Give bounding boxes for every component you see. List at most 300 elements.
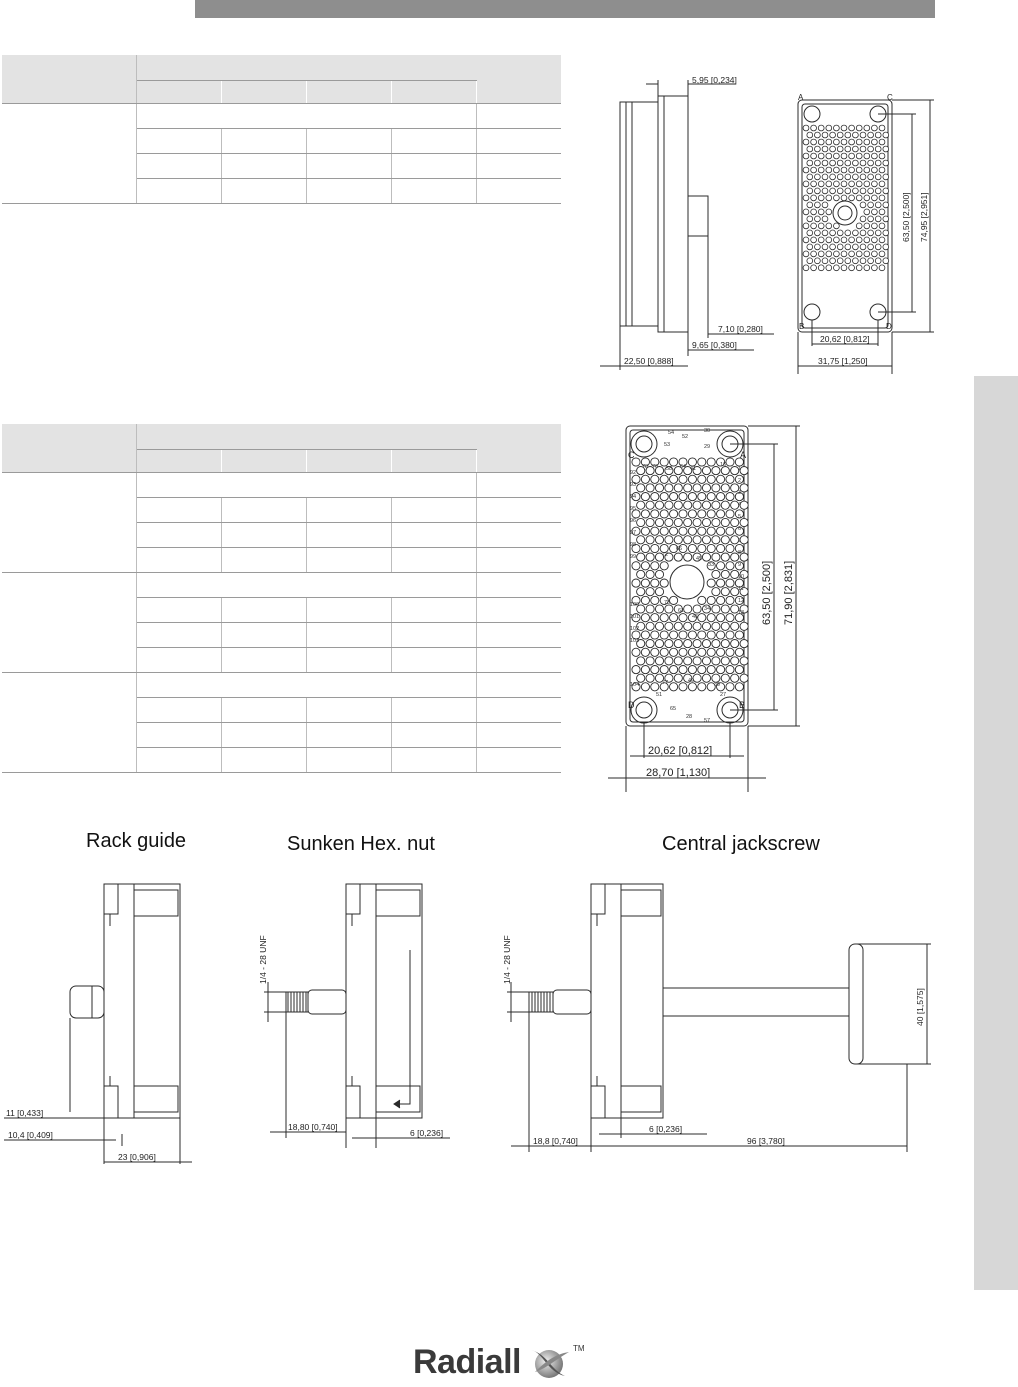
- contact-number-label: 13: [738, 610, 745, 616]
- dim-label: 9,65 [0,380]: [692, 340, 737, 350]
- contact-cavity: [665, 518, 673, 526]
- contact-cavity: [868, 202, 874, 208]
- contact-cavity: [660, 527, 668, 535]
- contact-number-label: 94: [630, 494, 637, 500]
- contact-cavity: [702, 674, 710, 682]
- contact-cavity: [660, 614, 668, 622]
- contact-number-label: 95: [630, 506, 637, 512]
- table-cell: [306, 698, 391, 723]
- contact-number-label: 103: [630, 638, 640, 644]
- contact-cavity: [721, 588, 729, 596]
- contact-number-label: 8: [738, 550, 742, 556]
- table-subheader-cell: [391, 450, 476, 473]
- contact-cavity: [702, 467, 710, 475]
- contact-cavity: [868, 146, 874, 152]
- contact-cavity: [712, 570, 720, 578]
- table-row-group-cell: [2, 573, 136, 673]
- contact-cavity: [834, 139, 840, 145]
- contact-cavity: [879, 265, 885, 271]
- contact-cavity: [670, 510, 678, 518]
- contact-cavity: [655, 622, 663, 630]
- contact-cavity: [693, 484, 701, 492]
- table-cell: [136, 573, 476, 598]
- contact-cavity: [702, 518, 710, 526]
- contact-number-label: 12: [738, 598, 745, 604]
- contact-number-label: 5: [738, 514, 742, 520]
- table-header-cell: [2, 55, 136, 104]
- contact-cavity: [665, 605, 673, 613]
- contact-cavity: [860, 132, 866, 138]
- contact-cavity: [726, 596, 734, 604]
- contact-number-label: 1: [738, 466, 742, 472]
- contact-cavity: [693, 640, 701, 648]
- contact-cavity: [707, 596, 715, 604]
- table-cell: [306, 723, 391, 748]
- spec-table-2: [2, 424, 561, 773]
- contact-cavity: [641, 527, 649, 535]
- table-cell: [476, 104, 561, 129]
- contact-number-label: 28: [686, 714, 693, 720]
- contact-cavity: [818, 139, 824, 145]
- contact-cavity: [822, 160, 828, 166]
- contact-cavity: [707, 648, 715, 656]
- contact-cavity: [815, 244, 821, 250]
- contact-cavity: [655, 518, 663, 526]
- contact-cavity: [670, 631, 678, 639]
- contact-cavity: [837, 160, 843, 166]
- contact-cavity: [740, 501, 748, 509]
- contact-cavity: [860, 244, 866, 250]
- contact-cavity: [637, 501, 645, 509]
- dim-label: 31,75 [1,250]: [818, 356, 868, 366]
- contact-cavity: [707, 458, 715, 466]
- corner-letter: C: [887, 93, 893, 102]
- contact-cavity: [712, 501, 720, 509]
- contact-cavity: [660, 475, 668, 483]
- contact-cavity: [856, 153, 862, 159]
- contact-cavity: [811, 153, 817, 159]
- dim-label: 71,90 [2,831]: [783, 560, 795, 625]
- contact-cavity: [641, 562, 649, 570]
- contact-cavity: [721, 518, 729, 526]
- contact-number-label: 93: [630, 482, 637, 488]
- contact-cavity: [740, 657, 748, 665]
- contact-number-label: 34: [704, 606, 711, 612]
- contact-cavity: [688, 510, 696, 518]
- contact-cavity: [670, 648, 678, 656]
- contact-cavity: [860, 202, 866, 208]
- contact-cavity: [712, 518, 720, 526]
- contact-cavity: [818, 167, 824, 173]
- contact-cavity: [845, 146, 851, 152]
- table-cell: [136, 723, 221, 748]
- contact-cavity: [872, 195, 878, 201]
- contact-cavity: [826, 223, 832, 229]
- contact-cavity: [864, 223, 870, 229]
- contact-cavity: [674, 536, 682, 544]
- table-cell: [391, 154, 476, 179]
- contact-cavity: [879, 209, 885, 215]
- connector-side-view-drawing: [596, 76, 786, 376]
- contact-number-label: 76: [652, 464, 659, 470]
- contact-number-label: 78: [642, 464, 649, 470]
- contact-cavity: [665, 622, 673, 630]
- contact-cavity: [660, 458, 668, 466]
- contact-number-label: 30: [704, 428, 711, 434]
- contact-cavity: [834, 195, 840, 201]
- contact-number-label: 3: [738, 490, 742, 496]
- table-cell: [476, 698, 561, 723]
- contact-cavity: [849, 181, 855, 187]
- table-row-group-cell: [2, 473, 136, 573]
- table-cell: [306, 548, 391, 573]
- table-cell: [306, 129, 391, 154]
- contact-cavity: [811, 209, 817, 215]
- table-cell: [391, 623, 476, 648]
- contact-number-label: 29: [704, 444, 711, 450]
- contact-cavity: [830, 146, 836, 152]
- contact-cavity: [707, 475, 715, 483]
- contact-cavity: [803, 251, 809, 257]
- trademark-mark: TM: [572, 1343, 585, 1353]
- contact-cavity: [837, 258, 843, 264]
- contact-cavity: [875, 174, 881, 180]
- contact-cavity: [740, 536, 748, 544]
- contact-cavity: [849, 237, 855, 243]
- table-cell: [221, 723, 306, 748]
- table-cell: [476, 179, 561, 204]
- thread-label: 1/4 - 28 UNF: [258, 935, 268, 984]
- contact-cavity: [872, 251, 878, 257]
- contact-cavity: [712, 605, 720, 613]
- table-row-group-cell: [2, 104, 136, 204]
- contact-cavity: [698, 493, 706, 501]
- contact-cavity: [807, 202, 813, 208]
- contact-cavity: [875, 230, 881, 236]
- contact-cavity: [815, 216, 821, 222]
- corner-letter: B: [799, 322, 805, 331]
- contact-cavity: [702, 657, 710, 665]
- table-cell: [136, 598, 221, 623]
- contact-cavity: [860, 216, 866, 222]
- dim-label: 28,70 [1,130]: [646, 767, 711, 779]
- contact-cavity: [837, 132, 843, 138]
- contact-cavity: [702, 484, 710, 492]
- thread-label: 1/4 - 28 UNF: [502, 935, 512, 984]
- contact-cavity: [670, 527, 678, 535]
- contact-cavity: [670, 458, 678, 466]
- contact-cavity: [853, 160, 859, 166]
- dim-label: 96 [3,780]: [747, 1136, 785, 1146]
- contact-cavity: [811, 251, 817, 257]
- contact-cavity: [702, 536, 710, 544]
- dim-label: 20,62 [0,812]: [648, 745, 713, 757]
- contact-cavity: [707, 493, 715, 501]
- contact-cavity: [845, 174, 851, 180]
- contact-cavity: [849, 139, 855, 145]
- contact-cavity: [860, 188, 866, 194]
- contact-cavity: [803, 153, 809, 159]
- contact-cavity: [651, 666, 659, 674]
- contact-cavity: [803, 209, 809, 215]
- table-cell: [136, 748, 221, 773]
- contact-cavity: [845, 244, 851, 250]
- contact-number-label: 61: [678, 608, 685, 614]
- table-cell: [306, 179, 391, 204]
- table-cell: [306, 598, 391, 623]
- table-cell: [476, 648, 561, 673]
- sunken-hex-nut-drawing: [250, 876, 455, 1156]
- contact-number-label: 6: [738, 526, 742, 532]
- contact-cavity: [841, 181, 847, 187]
- contact-cavity: [637, 484, 645, 492]
- contact-cavity: [818, 153, 824, 159]
- contact-number-label: 41: [690, 466, 697, 472]
- contact-cavity: [868, 244, 874, 250]
- contact-cavity: [883, 202, 889, 208]
- dim-label: 63,50 [2,500]: [901, 192, 911, 242]
- contact-cavity: [637, 536, 645, 544]
- contact-cavity: [845, 132, 851, 138]
- contact-cavity: [641, 579, 649, 587]
- contact-cavity: [712, 640, 720, 648]
- contact-cavity: [803, 237, 809, 243]
- contact-cavity: [679, 648, 687, 656]
- side-section-tab: [974, 376, 1018, 1290]
- contact-cavity: [726, 631, 734, 639]
- contact-cavity: [849, 265, 855, 271]
- table-cell: [136, 673, 476, 698]
- contact-cavity: [721, 674, 729, 682]
- contact-cavity: [849, 167, 855, 173]
- contact-cavity: [655, 588, 663, 596]
- contact-cavity: [837, 146, 843, 152]
- contact-cavity: [717, 666, 725, 674]
- contact-cavity: [693, 674, 701, 682]
- table-cell: [136, 623, 221, 648]
- contact-cavity: [807, 258, 813, 264]
- rack-guide-caption: Rack guide: [86, 830, 187, 852]
- contact-cavity: [856, 223, 862, 229]
- contact-cavity: [660, 562, 668, 570]
- contact-cavity: [651, 648, 659, 656]
- contact-cavity: [726, 666, 734, 674]
- contact-cavity: [826, 209, 832, 215]
- table-cell: [476, 723, 561, 748]
- contact-number-label: 52: [682, 434, 689, 440]
- contact-cavity: [864, 195, 870, 201]
- table-cell: [391, 598, 476, 623]
- contact-cavity: [698, 614, 706, 622]
- contact-cavity: [693, 518, 701, 526]
- contact-cavity: [883, 244, 889, 250]
- contact-number-label: 4: [738, 502, 742, 508]
- contact-cavity: [815, 258, 821, 264]
- contact-cavity: [679, 510, 687, 518]
- contact-cavity: [872, 223, 878, 229]
- top-banner-bar: [195, 0, 935, 18]
- spec-table-1: [2, 55, 561, 204]
- corner-letter: D: [886, 322, 892, 331]
- table-cell: [476, 623, 561, 648]
- contact-number-label: 45: [696, 556, 703, 562]
- contact-cavity: [641, 666, 649, 674]
- contact-cavity: [868, 216, 874, 222]
- contact-cavity: [679, 614, 687, 622]
- contact-cavity: [646, 640, 654, 648]
- contact-cavity: [698, 527, 706, 535]
- contact-cavity: [879, 195, 885, 201]
- contact-cavity: [651, 614, 659, 622]
- contact-cavity: [826, 237, 832, 243]
- contact-cavity: [651, 631, 659, 639]
- contact-number-label: 98: [630, 542, 637, 548]
- table-cell: [306, 154, 391, 179]
- contact-cavity: [826, 167, 832, 173]
- contact-cavity: [856, 167, 862, 173]
- contact-cavity: [684, 484, 692, 492]
- contact-cavity: [803, 125, 809, 131]
- contact-cavity: [646, 553, 654, 561]
- table-cell: [221, 154, 306, 179]
- contact-cavity: [726, 510, 734, 518]
- contact-cavity: [684, 657, 692, 665]
- contact-cavity: [688, 475, 696, 483]
- contact-cavity: [837, 230, 843, 236]
- contact-cavity: [655, 536, 663, 544]
- table-cell: [391, 129, 476, 154]
- table-cell: [476, 129, 561, 154]
- contact-cavity: [872, 265, 878, 271]
- contact-cavity: [864, 265, 870, 271]
- contact-cavity: [721, 553, 729, 561]
- contact-cavity: [853, 146, 859, 152]
- contact-cavity: [684, 640, 692, 648]
- table-cell: [476, 154, 561, 179]
- table-cell: [136, 698, 221, 723]
- dim-label: 23 [0,906]: [118, 1152, 156, 1162]
- table-cell: [221, 648, 306, 673]
- contact-cavity: [818, 251, 824, 257]
- contact-cavity: [698, 683, 706, 691]
- table-cell: [391, 698, 476, 723]
- contact-cavity: [688, 544, 696, 552]
- contact-cavity: [830, 160, 836, 166]
- contact-cavity: [860, 174, 866, 180]
- contact-cavity: [637, 570, 645, 578]
- contact-cavity: [726, 648, 734, 656]
- contact-cavity: [712, 657, 720, 665]
- contact-cavity: [735, 631, 743, 639]
- table-cell: [391, 548, 476, 573]
- contact-cavity: [721, 570, 729, 578]
- contact-cavity: [717, 562, 725, 570]
- table-cell: [306, 523, 391, 548]
- contact-cavity: [721, 605, 729, 613]
- contact-cavity: [864, 251, 870, 257]
- contact-cavity: [872, 153, 878, 159]
- contact-cavity: [702, 553, 710, 561]
- contact-cavity: [660, 666, 668, 674]
- contact-cavity: [707, 666, 715, 674]
- dim-label: 6 [0,236]: [649, 1124, 683, 1134]
- contact-number-label: 53: [664, 442, 671, 448]
- contact-cavity: [679, 631, 687, 639]
- contact-number-label: 27: [720, 692, 727, 698]
- contact-cavity: [811, 139, 817, 145]
- contact-cavity: [879, 167, 885, 173]
- contact-cavity: [674, 501, 682, 509]
- contact-cavity: [818, 209, 824, 215]
- contact-cavity: [660, 510, 668, 518]
- contact-cavity: [868, 160, 874, 166]
- contact-cavity: [834, 265, 840, 271]
- contact-cavity: [707, 527, 715, 535]
- contact-cavity: [646, 570, 654, 578]
- contact-cavity: [822, 230, 828, 236]
- contact-cavity: [726, 475, 734, 483]
- contact-cavity: [868, 174, 874, 180]
- contact-cavity: [868, 132, 874, 138]
- contact-number-label: 7: [738, 538, 742, 544]
- contact-number-label: 46: [692, 614, 699, 620]
- contact-cavity: [670, 596, 678, 604]
- contact-cavity: [807, 244, 813, 250]
- sunken-hex-nut-caption: Sunken Hex. nut: [287, 833, 435, 855]
- table-cell: [476, 573, 561, 598]
- contact-cavity: [845, 258, 851, 264]
- contact-cavity: [830, 174, 836, 180]
- contact-cavity: [826, 139, 832, 145]
- table-cell: [391, 523, 476, 548]
- contact-cavity: [688, 648, 696, 656]
- table-cell: [136, 104, 476, 129]
- contact-cavity: [849, 153, 855, 159]
- contact-cavity: [651, 544, 659, 552]
- contact-number-label: 2: [738, 478, 742, 484]
- contact-cavity: [670, 493, 678, 501]
- contact-cavity: [735, 666, 743, 674]
- contact-cavity: [834, 237, 840, 243]
- contact-cavity: [717, 614, 725, 622]
- contact-cavity: [646, 657, 654, 665]
- table-cell: [221, 498, 306, 523]
- table-cell: [306, 623, 391, 648]
- table-header-cell: [136, 424, 476, 450]
- contact-cavity: [698, 631, 706, 639]
- contact-cavity: [632, 579, 640, 587]
- contact-cavity: [707, 510, 715, 518]
- contact-cavity: [651, 579, 659, 587]
- contact-cavity: [731, 622, 739, 630]
- contact-cavity: [632, 666, 640, 674]
- contact-cavity: [883, 230, 889, 236]
- contact-cavity: [679, 475, 687, 483]
- contact-cavity: [641, 614, 649, 622]
- contact-cavity-grid: [803, 125, 889, 271]
- contact-cavity: [864, 167, 870, 173]
- contact-cavity: [641, 544, 649, 552]
- contact-cavity: [740, 640, 748, 648]
- contact-number-label: 99: [630, 554, 637, 560]
- logo-wordmark: Radiall: [413, 1342, 521, 1381]
- dim-label: 7,10 [0,280]: [718, 324, 763, 334]
- contact-cavity: [875, 188, 881, 194]
- dim-label: 18,80 [0,740]: [288, 1122, 338, 1132]
- contact-cavity: [655, 605, 663, 613]
- contact-cavity: [818, 237, 824, 243]
- contact-number-label: 39: [714, 682, 721, 688]
